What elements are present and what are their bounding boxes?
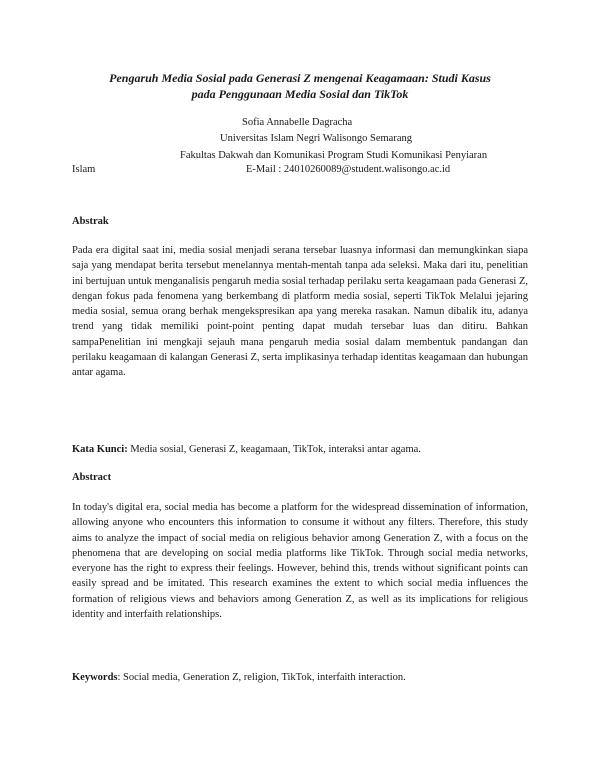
author-university: Universitas Islam Negri Walisongo Semarang — [220, 133, 413, 144]
abstract-keywords — [72, 671, 528, 685]
abstrak-keywords-text: Media sosial, Generasi Z, keagamaan, TikTok, interaksi antar agama. — [127, 444, 421, 455]
abstract-heading: Abstract — [72, 472, 112, 483]
author-faculty: Fakultas Dakwah dan Komunikasi Program Studi Komunikasi Penyiaran — [180, 150, 488, 161]
abstrak-keywords — [72, 443, 528, 457]
abstract-keywords-text: : Social media, Generation Z, religion, TikTok, interfaith interaction. — [117, 672, 406, 683]
abstrak-keywords-label: Kata Kunci: — [72, 444, 128, 455]
abstract-body: In today's digital era, social media has become a platform for the widespread dissemination of information, allowing anyone who encounters this information to consume it without any filters. Therefore, this study aims to analyze the impact of social media on religious behavior among Generation Z, with a focus on the phenomena that are developing on social media platforms like TikTok. Through social media networks, everyone has the right to express their feelings. However, behind this, trends without significant points can easily spread and be imitated. This research examines the extent to which social media influences the formation of religious views and behaviors among Generation Z, as well as its implications for religious identity and interfaith relationships. — [72, 502, 528, 621]
abstract-keywords-label: Keywords — [72, 672, 118, 683]
abstrak-heading: Abstrak — [72, 216, 109, 227]
author-email: E-Mail : 24010260089@student.walisongo.ac.id — [246, 164, 451, 175]
paper-title-line-2: pada Penggunaan Media Sosial dan TikTok — [191, 87, 409, 101]
paper-title — [72, 70, 528, 102]
abstrak-body: Pada era digital saat ini, media sosial menjadi serana tersebar luasnya informasi dan memungkinkan siapa saja yang mendapat berita tersebut menelannya mentah-mentah tanpa ada seleksi. Maka dari itu, penelitian ini bertujuan untuk menganalisis pengaruh media sosial terhadap perilaku serta keagamaan pada Generasi Z, dengan fokus pada fenomena yang berkembang di platform media sosial, seperti TikTok Melalui jejaring media sosial, semua orang berhak mengekspresikan apa yang mereka rasakan. Namun dibalik itu, adanya trend yang tidak memiliki point-point penting dapat mudah tersebar luas dan ditiru. Bahkan sampaPenelitian ini mengkaji sejauh mana pengaruh media sosial dalam membentuk pandangan dan perilaku keagamaan di kalangan Generasi Z, serta implikasinya terhadap identitas keagamaan dan hubungan antar agama. — [72, 245, 529, 379]
paper-title-line-1: Pengaruh Media Sosial pada Generasi Z mengenai Keagamaan: Studi Kasus — [109, 71, 491, 85]
author-faculty-wrap: Islam — [72, 164, 96, 175]
author-name: Sofia Annabelle Dagracha — [242, 117, 353, 128]
